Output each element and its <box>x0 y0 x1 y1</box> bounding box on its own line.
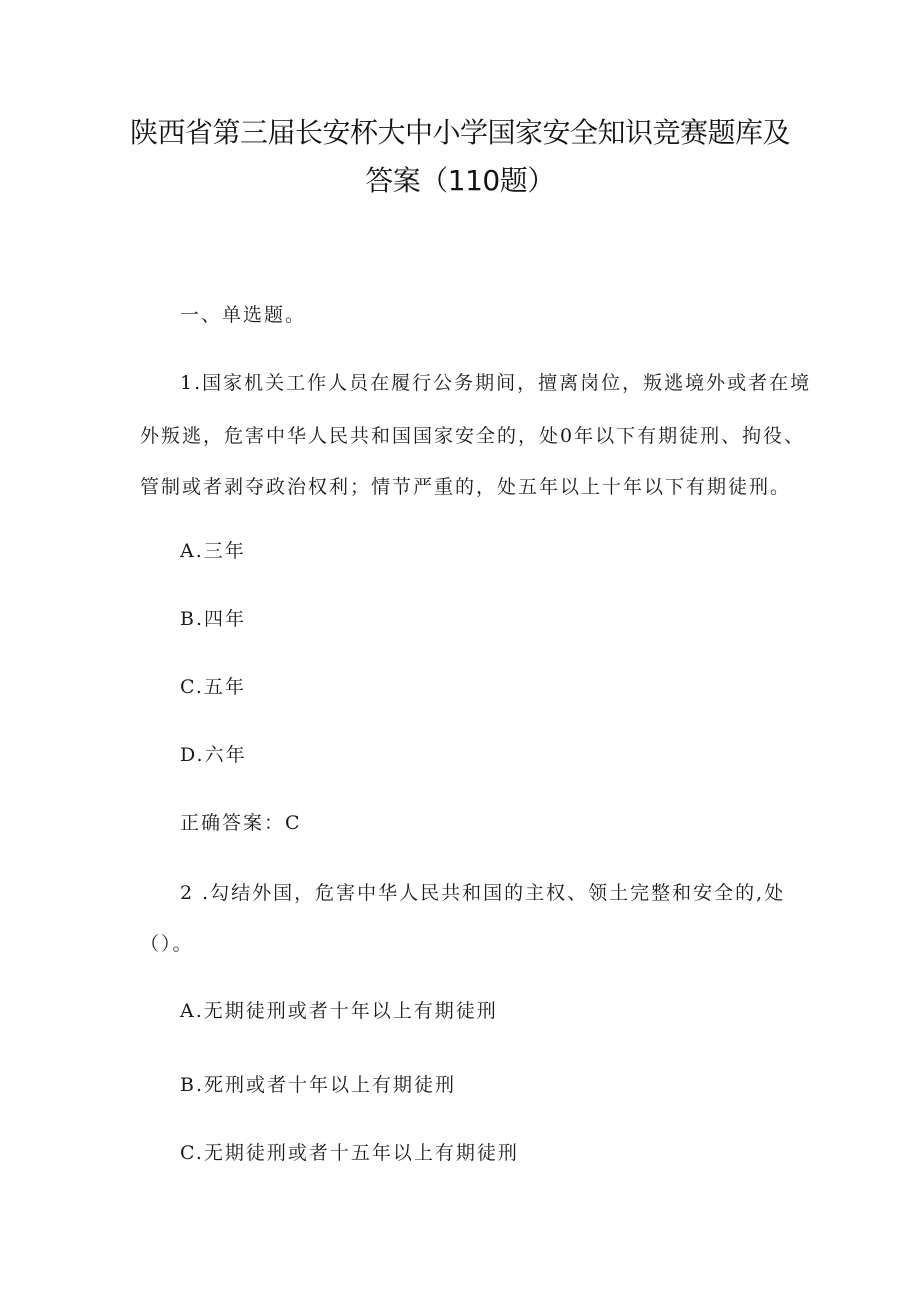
question-1-option-b: B.四年 <box>180 608 247 630</box>
question-1-answer: 正确答案：C <box>180 812 302 834</box>
question-1-line-1: 1.国家机关工作人员在履行公务期间，擅离岗位，叛逃境外或者在境 <box>180 372 812 394</box>
question-2-option-b: B.死刑或者十年以上有期徒刑 <box>180 1074 457 1096</box>
question-1-option-c: C.五年 <box>180 676 246 698</box>
question-2-option-a: A.无期徒刑或者十年以上有期徒刑 <box>180 1000 498 1022</box>
document-title-line-2: 答案（110题） <box>365 164 555 197</box>
question-1-line-2: 外叛逃，危害中华人民共和国国家安全的，处0年以下有期徒刑、拘役、 <box>140 425 806 447</box>
section-heading: 一、单选题。 <box>180 304 307 326</box>
question-1-option-d: D.六年 <box>180 744 247 766</box>
document-title-line-1: 陕西省第三届长安杯大中小学国家安全知识竞赛题库及 <box>129 116 790 149</box>
question-1-option-a: A.三年 <box>180 540 246 562</box>
question-1-line-3: 管制或者剥夺政治权利；情节严重的，处五年以上十年以下有期徒刑。 <box>140 476 792 498</box>
question-2-line-1: 2 .勾结外国，危害中华人民共和国的主权、领土完整和安全的,处 <box>180 882 786 904</box>
question-2-line-2: （）。 <box>140 933 194 955</box>
question-2-option-c: C.无期徒刑或者十五年以上有期徒刑 <box>180 1142 519 1164</box>
